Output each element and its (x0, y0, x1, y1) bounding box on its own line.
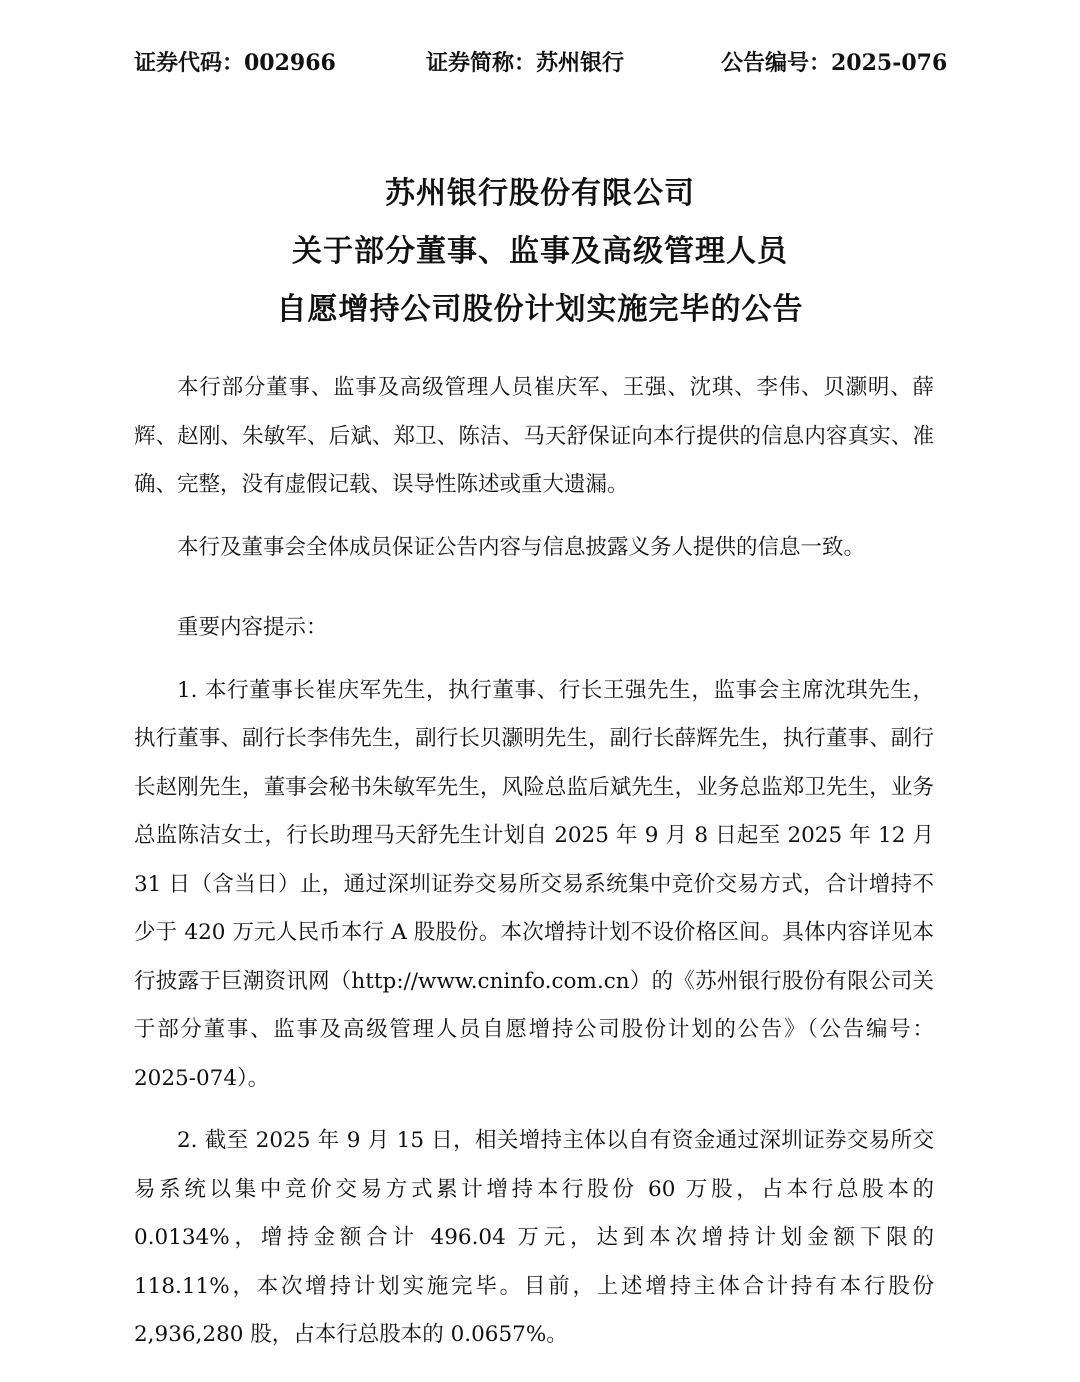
stock-short-name: 证券简称：苏州银行 (426, 50, 625, 76)
title-line-2: 关于部分董事、监事及高级管理人员 (292, 234, 788, 269)
document-header (134, 46, 948, 82)
highlight-item-1: 1. 本行董事长崔庆军先生，执行董事、行长王强先生，监事会主席沈琪先生，执行董事、副行长李伟先生，副行长贝灏明先生，副行长薛辉先生，执行董事、副行长赵刚先生，董事会秘书朱敏军先生，风险总监后斌先生，业务总监郑卫先生，业务总监陈洁女士，行长助理马天舒先生计划自 2025 年 9 月 8 日起至 2025 年 12 月 31 日（含当日）止，通过深圳证券交易所交易系统集中竞价交易方式，合计增持不少于 420 万元人民币本行 A 股股份。本次增持计划不设价格区间。具体内容详见本行披露于巨潮资讯网（http://www.cninfo.com.cn）的《苏州银行股份有限公司关于部分董事、监事及高级管理人员自愿增持公司股份计划的公告》（公告编号：2025-074）。 (134, 677, 934, 1091)
highlight-item-2: 2. 截至 2025 年 9 月 15 日，相关增持主体以自有资金通过深圳证券交易所交易系统以集中竞价交易方式累计增持本行股份 60 万股，占本行总股本的 0.0134%，增持金额合计 496.04 万元，达到本次增持计划金额下限的 118.11%，本次增持计划实施完毕。目前，上述增持主体合计持有本行股份 2,936,280 股，占本行总股本的 0.0657%。 (134, 1128, 934, 1347)
title-line-3: 自愿增持公司股份计划实施完毕的公告 (276, 292, 804, 327)
paragraph-board-guarantee: 本行及董事会全体成员保证公告内容与信息披露义务人提供的信息一致。 (177, 534, 866, 560)
stock-code: 证券代码：002966 (134, 50, 336, 76)
document-title (0, 168, 1080, 342)
title-line-1: 苏州银行股份有限公司 (385, 176, 695, 211)
document-body (134, 364, 934, 1360)
paragraph-directors-guarantee: 本行部分董事、监事及高级管理人员崔庆军、王强、沈琪、李伟、贝灏明、薛辉、赵刚、朱敏军、后斌、郑卫、陈洁、马天舒保证向本行提供的信息内容真实、准确、完整，没有虚假记载、误导性陈述或重大遗漏。 (134, 375, 934, 497)
highlights-heading: 重要内容提示： (177, 615, 328, 640)
announcement-number: 公告编号：2025-076 (721, 50, 948, 76)
